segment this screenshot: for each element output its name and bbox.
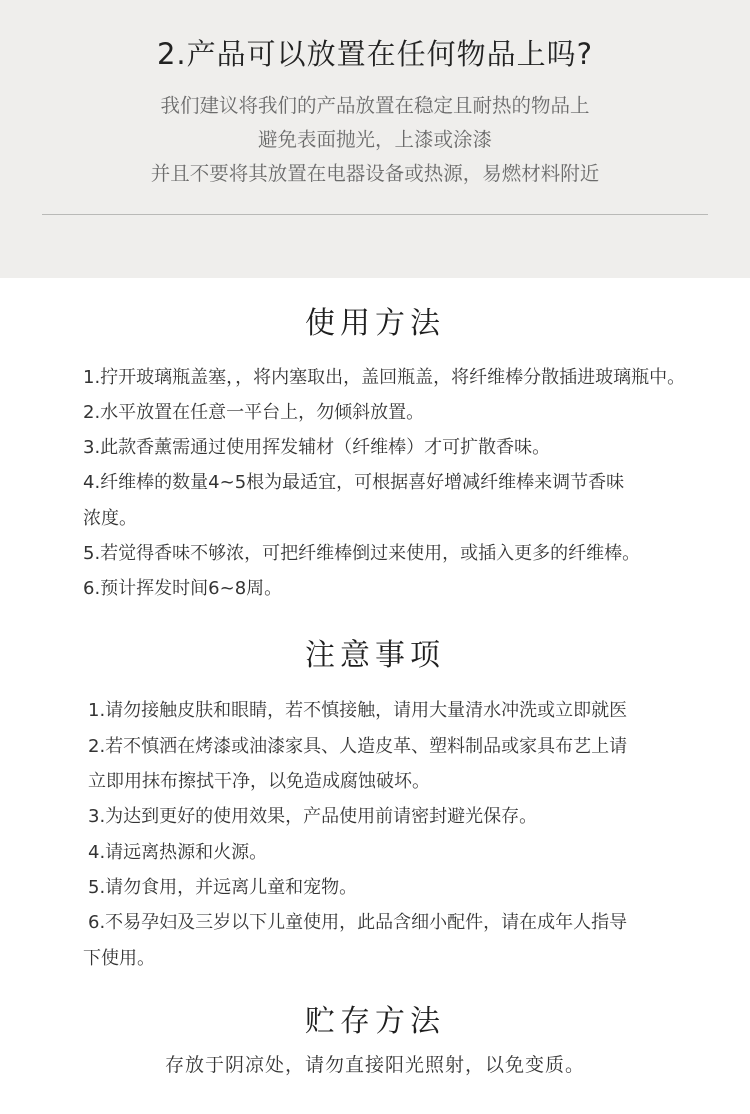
usage-item: 浓度。: [83, 508, 137, 529]
notes-item: 5.请勿食用，并远离儿童和宠物。: [88, 877, 358, 898]
notes-item: 6.不易孕妇及三岁以下儿童使用，此品含细小配件，请在成年人指导: [88, 912, 628, 933]
faq-section: [0, 0, 750, 278]
faq-answer-line: 并且不要将其放置在电器设备或热源，易燃材料附近: [150, 162, 600, 185]
storage-title: 贮存方法: [305, 1004, 445, 1039]
divider: [42, 214, 708, 215]
notes-item: 立即用抹布擦拭干净，以免造成腐蚀破坏。: [88, 771, 430, 792]
notes-item: 下使用。: [83, 948, 155, 969]
notes-title: 注意事项: [305, 638, 445, 673]
usage-item: 6.预计挥发时间6~8周。: [83, 578, 283, 599]
usage-title: 使用方法: [305, 306, 445, 341]
usage-item: 2.水平放置在任意一平台上，勿倾斜放置。: [83, 402, 425, 423]
usage-item: 4.纤维棒的数量4~5根为最适宜，可根据喜好增减纤维棒来调节香味: [83, 472, 625, 493]
notes-item: 3.为达到更好的使用效果，产品使用前请密封避光保存。: [88, 806, 538, 827]
notes-item: 2.若不慎洒在烤漆或油漆家具、人造皮革、塑料制品或家具布艺上请: [88, 736, 628, 757]
notes-item: 1.请勿接触皮肤和眼睛，若不慎接触，请用大量清水冲洗或立即就医: [88, 700, 628, 721]
notes-item: 4.请远离热源和火源。: [88, 842, 268, 863]
faq-answer-line: 我们建议将我们的产品放置在稳定且耐热的物品上: [160, 94, 590, 117]
storage-text: 存放于阴凉处，请勿直接阳光照射，以免变质。: [164, 1054, 585, 1076]
faq-answer-line: 避免表面抛光，上漆或涂漆: [257, 128, 492, 151]
usage-item: 3.此款香薰需通过使用挥发辅材（纤维棒）才可扩散香味。: [83, 437, 551, 458]
usage-item: 1.拧开玻璃瓶盖塞，，将内塞取出，盖回瓶盖，将纤维棒分散插进玻璃瓶中。: [83, 367, 686, 388]
usage-item: 5.若觉得香味不够浓，可把纤维棒倒过来使用，或插入更多的纤维棒。: [83, 543, 641, 564]
faq-question: 2.产品可以放置在任何物品上吗?: [156, 37, 594, 71]
